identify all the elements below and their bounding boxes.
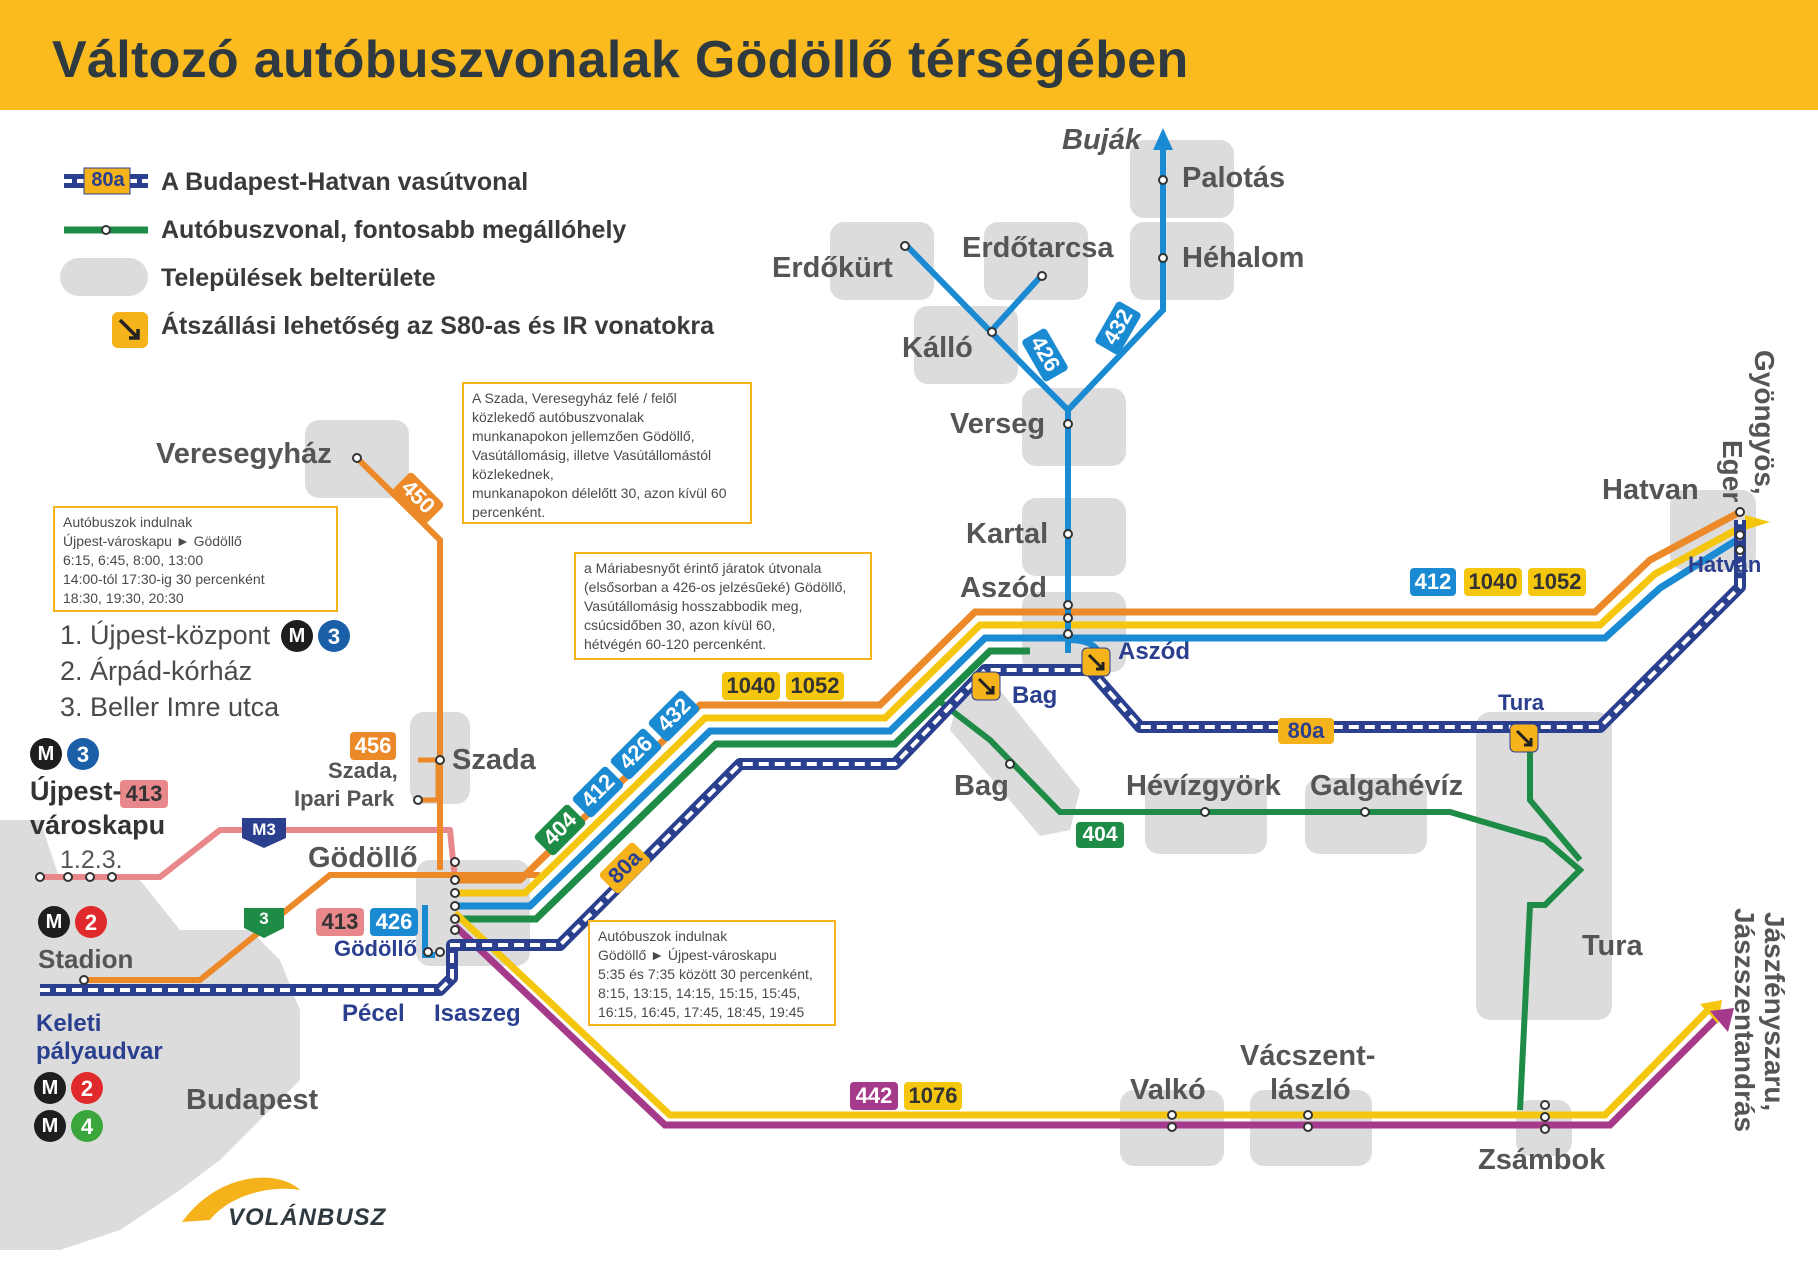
stop-list-item: 2. Árpád-kórház — [60, 656, 253, 686]
badge-80a-corridor: 80a — [602, 844, 647, 889]
place-valko: Valkó — [1130, 1074, 1206, 1106]
metro-line-2: 2 — [80, 1076, 94, 1101]
metro-line-3: 3 — [327, 624, 341, 649]
place-jaszfeny-1: Jászfényszaru, — [1759, 912, 1790, 1112]
place-szada-ipari-1: Szada, — [328, 758, 398, 783]
town-areas — [305, 140, 1756, 1166]
legend-bus-label: Autóbuszvonal, fontosabb megállóhely — [161, 216, 627, 244]
place-ujpest-2: városkapu — [30, 810, 166, 840]
place-ujpest-1: Újpest- — [30, 776, 122, 806]
place-aszod: Aszód — [960, 572, 1047, 604]
legend-rail-badge: 80a — [91, 169, 125, 191]
place-hehalom: Héhalom — [1182, 242, 1305, 274]
note-mariabesnyo: a Máriabesnyőt érintő járatok útvonala (elsősorban a 426-os jelzésűeké) Gödöllő, Vasútállomásig hosszabbodik meg, csúcsidőben 30, azon kívül 60, hétvégén 60-120 percenként. — [574, 552, 872, 660]
metro-icon: M — [41, 1077, 59, 1099]
place-hevizgyork: Hévízgyörk — [1126, 770, 1281, 802]
place-bujak: Buják — [1062, 124, 1141, 156]
place-hatvan: Hatvan — [1602, 474, 1699, 506]
note-ujpest: Autóbuszok indulnak Újpest-városkapu ► Gödöllő 6:15, 6:45, 8:00, 13:00 14:00-tól 17:30-ig 30 percenként 18:30, 19:30, 20:30 — [53, 506, 338, 612]
place-stadion: Stadion — [38, 944, 134, 974]
place-vacszent-1: Vácszent- — [1240, 1040, 1376, 1072]
badge-m3-motorway: M3 — [252, 820, 276, 839]
badge-412: 412 — [1414, 569, 1452, 594]
page-title: Változó autóbuszvonalak Gödöllő térségében — [52, 31, 1189, 89]
place-jaszfeny-2: Jászszentandrás — [1729, 908, 1760, 1133]
place-erdokurt: Erdőkürt — [772, 252, 893, 284]
badge-426: 426 — [1025, 331, 1066, 376]
metro-icon: M — [45, 911, 63, 933]
badge-1040: 1040 — [1468, 569, 1518, 594]
place-zsambok: Zsámbok — [1478, 1144, 1606, 1176]
metro-line-3: 3 — [76, 742, 90, 767]
badge-426-corridor: 426 — [613, 730, 658, 775]
legend-graphics — [60, 168, 148, 348]
station-hatvan: Hatvan — [1688, 552, 1762, 577]
place-galgaheviz: Galgahévíz — [1310, 770, 1464, 802]
place-szada: Szada — [452, 744, 536, 776]
place-godollo: Gödöllő — [308, 842, 418, 874]
place-kallo: Kálló — [902, 332, 973, 364]
metro-line-4: 4 — [80, 1114, 94, 1139]
note-szada: A Szada, Veresegyház felé / felől közlekedő autóbuszvonalak munkanapokon jellemzően Gödöllő, Vasútállomásig, illetve Vasútállomástól közlekednek, munkanapokon délelőtt 30, azon kívül 60 percenként. — [462, 382, 752, 524]
place-verseg: Verseg — [950, 408, 1046, 440]
place-erdotarcsa: Erdőtarcsa — [962, 232, 1114, 264]
metro-icon: M — [288, 625, 306, 647]
badge-1052-corridor: 1052 — [790, 673, 840, 698]
place-ujpest-stops: 1.2.3. — [60, 846, 123, 874]
station-tura: Tura — [1498, 690, 1545, 715]
place-vacszent-2: lászló — [1270, 1074, 1351, 1106]
badge-road-3: 3 — [259, 909, 269, 928]
place-tura: Tura — [1582, 930, 1643, 962]
badge-404: 404 — [537, 806, 582, 851]
place-veresegyhaz: Veresegyház — [156, 438, 332, 470]
legend-area-label: Települések belterülete — [161, 264, 436, 292]
legend-rail-label: A Budapest-Hatvan vasútvonal — [161, 168, 529, 196]
badge-413: 413 — [321, 909, 359, 934]
station-bag: Bag — [1012, 682, 1058, 709]
place-palotas: Palotás — [1182, 162, 1286, 194]
place-kartal: Kartal — [966, 518, 1049, 550]
station-pecel: Pécel — [342, 1000, 405, 1027]
place-bag: Bag — [954, 770, 1009, 802]
stop-list-item: 1. Újpest-központ — [60, 620, 271, 650]
badge-1052: 1052 — [1532, 569, 1582, 594]
station-isaszeg: Isaszeg — [434, 1000, 521, 1027]
badge-412-corridor: 412 — [575, 768, 620, 813]
station-aszod: Aszód — [1118, 638, 1190, 665]
stop-list-item: 3. Beller Imre utca — [60, 692, 280, 722]
badge-442: 442 — [855, 1083, 893, 1108]
place-szada-ipari-2: Ipari Park — [294, 786, 395, 811]
metro-icon: M — [37, 743, 55, 765]
place-keleti-1: Keleti — [36, 1010, 102, 1037]
place-keleti-2: pályaudvar — [36, 1038, 163, 1065]
place-gyongyos: Gyöngyös, — [1749, 350, 1780, 495]
badge-450: 450 — [396, 474, 441, 519]
place-eger: Eger — [1717, 440, 1748, 503]
badge-426-godollo: 426 — [375, 909, 413, 934]
badge-1076: 1076 — [908, 1083, 958, 1108]
legend-transfer-label: Átszállási lehetőség az S80-as és IR vonatokra — [161, 312, 715, 340]
volanbusz-logo: VOLÁNBUSZ — [228, 1204, 387, 1231]
station-godollo: Gödöllő — [334, 936, 418, 961]
badge-432: 432 — [1097, 304, 1138, 349]
note-godollo: Autóbuszok indulnak Gödöllő ► Újpest-városkapu 5:35 és 7:35 között 30 percenként, 8:15, 13:15, 14:15, 15:15, 15:45, 16:15, 16:45, 17:45, 18:45, 19:45 — [588, 920, 836, 1026]
badge-80a: 80a — [1287, 718, 1325, 743]
place-budapest: Budapest — [186, 1084, 319, 1116]
badge-456: 456 — [354, 733, 392, 758]
badge-432-corridor: 432 — [651, 692, 696, 737]
badge-404-branch: 404 — [1082, 823, 1118, 846]
metro-line-2: 2 — [84, 910, 98, 935]
badge-413-ujpest: 413 — [125, 781, 163, 806]
metro-icon: M — [41, 1115, 59, 1137]
badge-1040-corridor: 1040 — [726, 673, 776, 698]
